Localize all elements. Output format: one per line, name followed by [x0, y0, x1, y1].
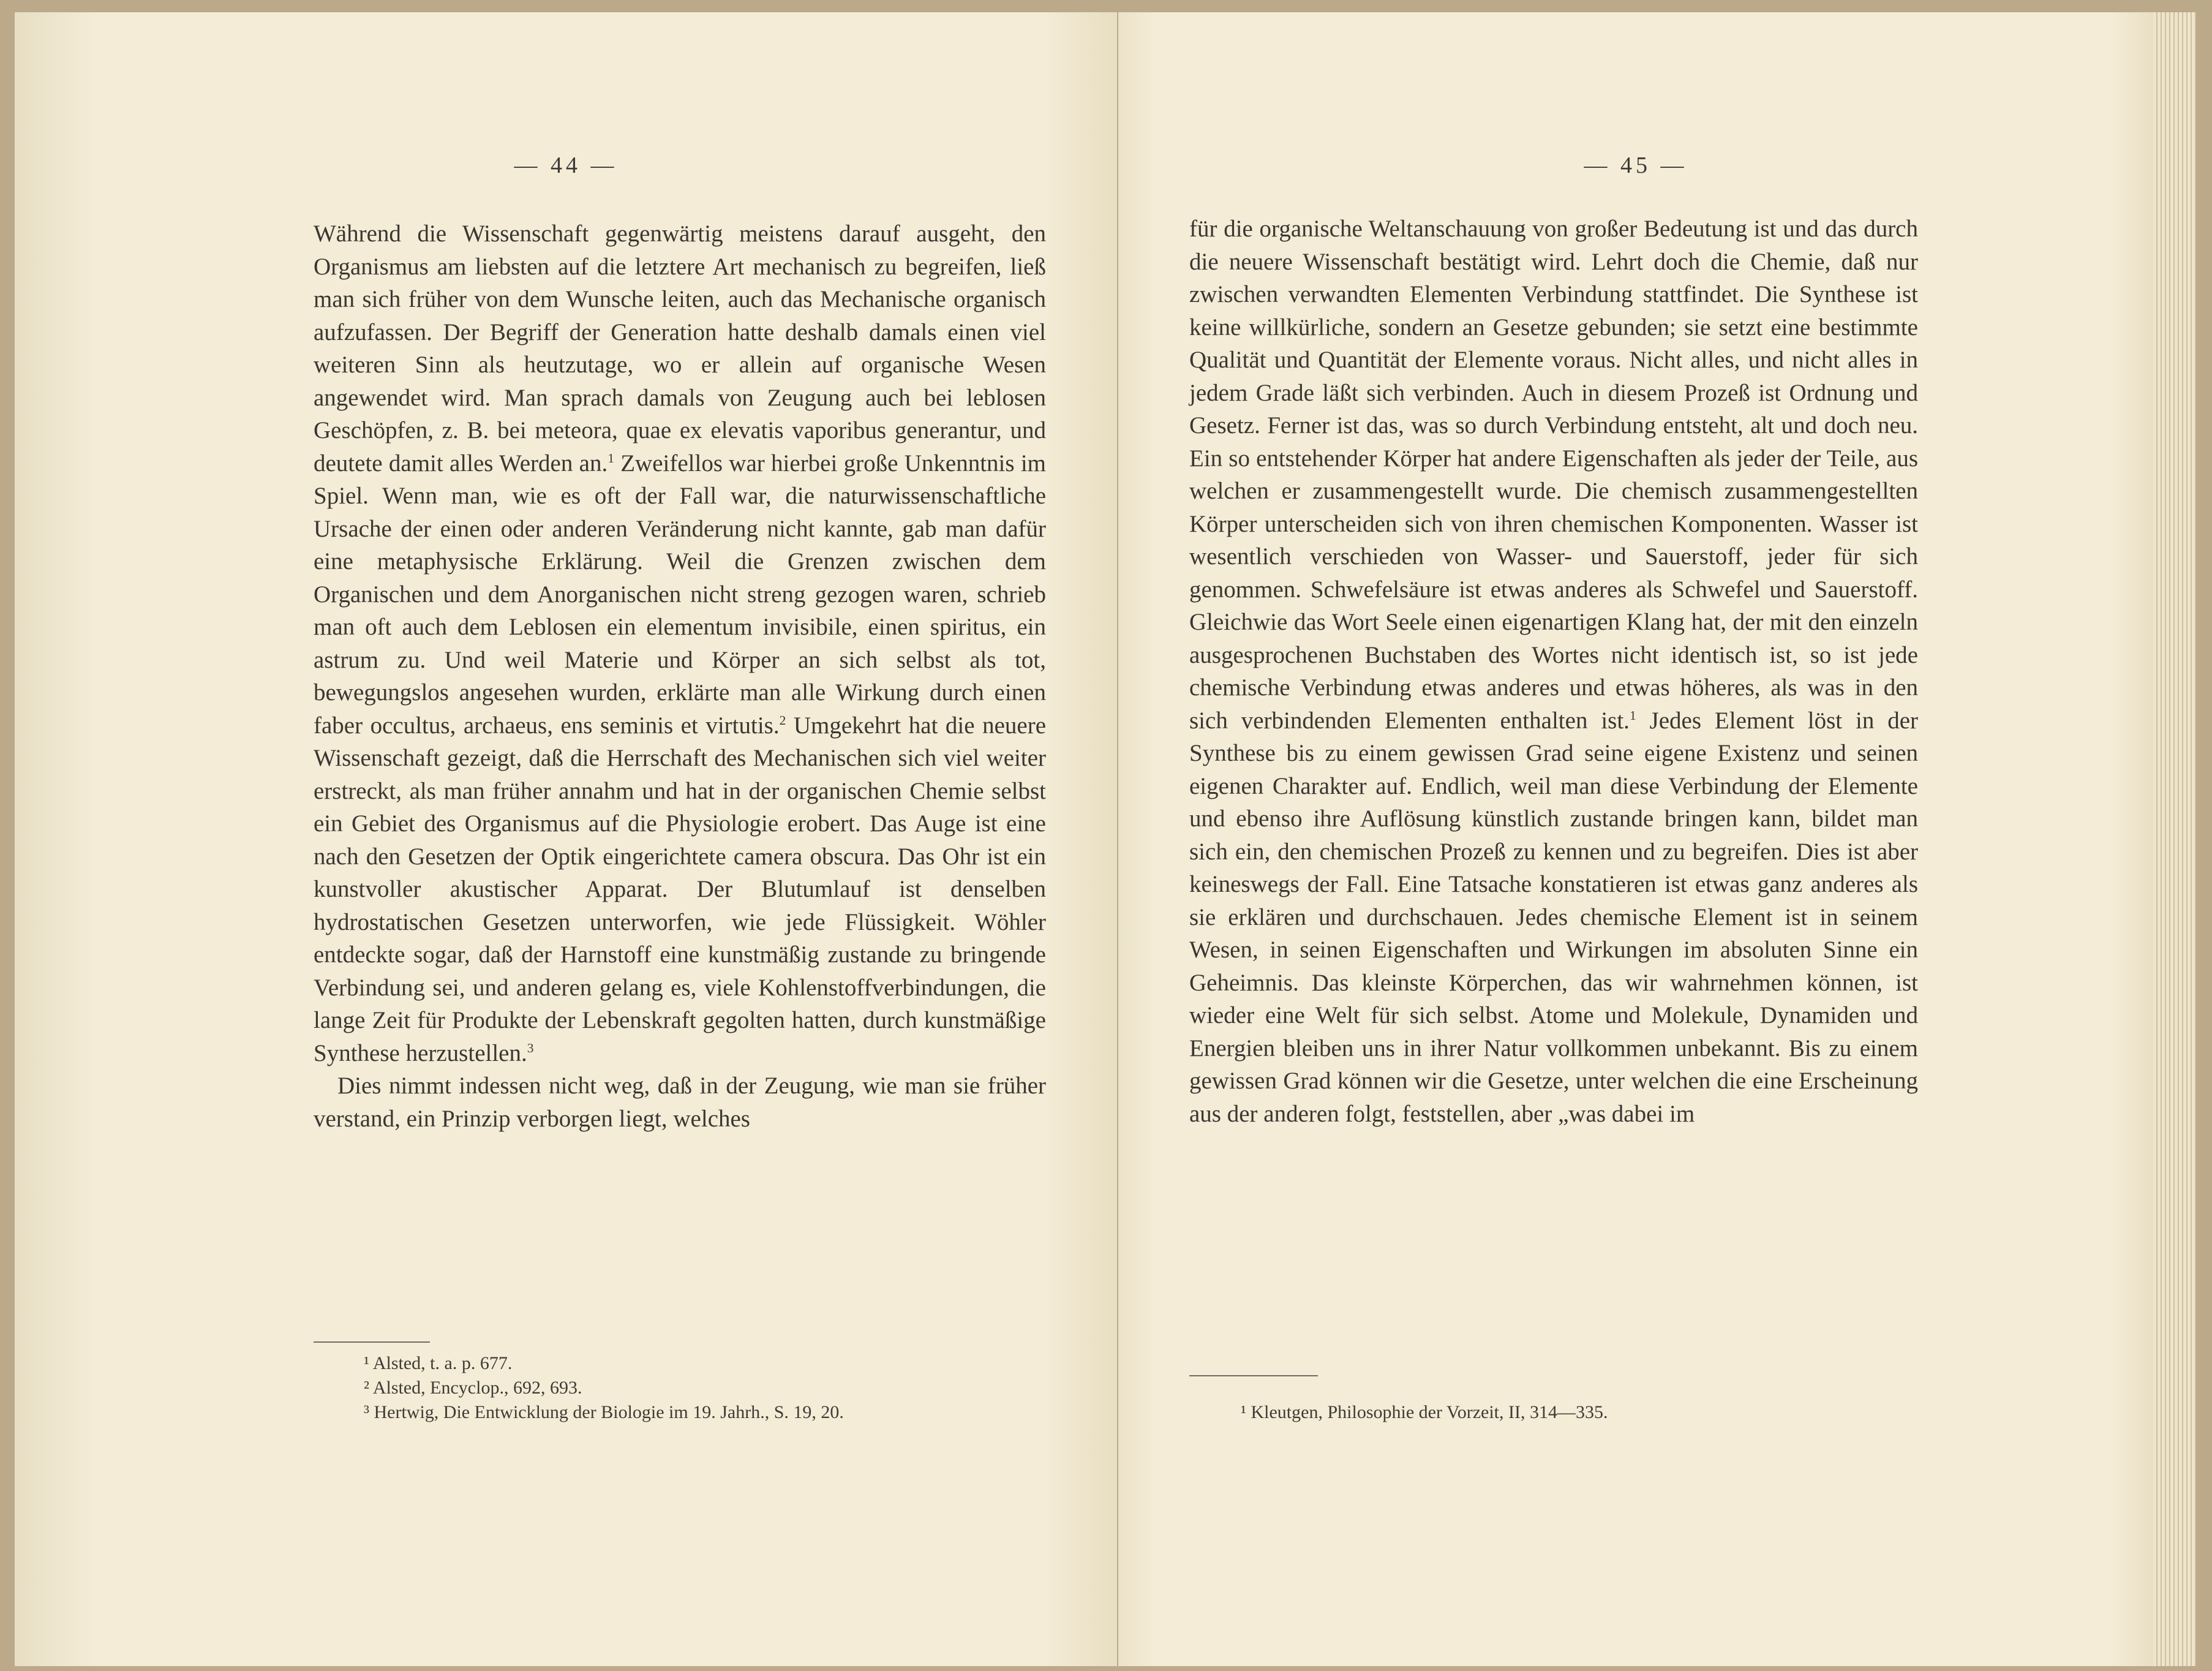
left-footnotes — [364, 1351, 844, 1425]
right-page-body-text: für die organische Weltanschauung von großer Bedeutung ist und das durch die neuere Wissenschaft bestätigt wird. Lehrt doch die Chemie, daß nur zwischen verwandten Elementen Verbindung stattfindet. Die Synthese ist keine willkürliche, sondern an Gesetze gebunden; sie setzt eine bestimmte Qualität und Quantität der Elemente voraus. Nicht alles, und nicht alles in jedem Grade läßt sich verbinden. Auch in diesem Prozeß ist Ordnung und Gesetz. Ferner ist das, was so durch Verbindung entsteht, alt und doch neu. Ein so entstehender Körper hat andere Eigenschaften als jeder der Teile, aus welchen er zusammengestellt wurde. Die chemisch zusammengestellten Körper unterscheiden sich von ihren chemischen Komponenten. Wasser ist wesentlich verschieden von Wasser- und Sauerstoff, jeder für sich genommen. Schwefelsäure ist etwas anderes als Schwefel und Sauerstoff. Gleichwie das Wort Seele einen eigenartigen Klang hat, der mit den einzeln ausgesprochenen Buchstaben des Wortes nicht identisch ist, so ist jede chemische Verbindung etwas anderes und etwas höheres, als was in den sich verbindenden Elementen enthalten ist.$^1$ Jedes Element löst in der Synthese bis zu einem gewissen Grad seine eigene Existenz und seinen eigenen Charakter auf. Endlich, weil man diese Verbindung der Elemente und ebenso ihre Auflösung künstlich zustande bringen kann, bildet man sich ein, den chemischen Prozeß zu kennen und zu begreifen. Dies ist aber keineswegs der Fall. Eine Tatsache konstatieren ist etwas ganz anderes als sie erklären und durchschauen. Jedes chemische Element ist in seinem Wesen, in seinen Eigenschaften und Wirkungen im absoluten Sinne ein Geheimnis. Das kleinste Körperchen, das wir wahrnehmen können, ist wieder eine Welt für sich selbst. Atome und Molekule, Dynamiden und Energien bleiben uns in ihrer Natur vollkommen unbekannt. Bis zu einem gewissen Grad können wir die Gesetze, unter welchen die eine Erscheinung aus der anderen folgt, feststellen, aber „was dabei im — [1189, 216, 1919, 1127]
right-page — [1118, 12, 2153, 1666]
right-footnote-rule — [1189, 1375, 1318, 1376]
footnote-right-1: ¹ Kleutgen, Philosophie der Vorzeit, II, 314—335. — [1241, 1402, 1608, 1422]
footnote-2: ² Alsted, Encyclop., 692, 693. — [364, 1378, 582, 1398]
right-page-number: — 45 — — [1584, 153, 1688, 178]
right-footnotes — [1241, 1400, 1608, 1425]
left-page-number: — 44 — — [514, 153, 618, 178]
right-page-stack-edge — [2153, 12, 2196, 1666]
footnote-3: ³ Hertwig, Die Entwicklung der Biologie im 19. Jahrh., S. 19, 20. — [364, 1402, 844, 1422]
left-page-body-text: Während die Wissenschaft gegenwärtig meistens darauf ausgeht, den Organismus am liebsten auf die letztere Art mechanisch zu begreifen, ließ man sich früher von dem Wunsche leiten, auch das Mechanische organisch aufzufassen. Der Begriff der Generation hatte deshalb damals einen viel weiteren Sinn als heutzutage, wo er allein auf organische Wesen angewendet wird. Man sprach damals von Zeugung auch bei leblosen Geschöpfen, z. B. bei meteora, quae ex elevatis vaporibus generantur, und deutete damit alles Werden an.$^1$ Zweifellos war hierbei große Unkenntnis im Spiel. Wenn man, wie es oft der Fall war, die naturwissenschaftliche Ursache der einen oder anderen Veränderung nicht kannte, gab man dafür eine metaphysische Erklärung. Weil die Grenzen zwischen dem Organischen und dem Anorganischen nicht streng gezogen waren, schrieb man oft auch dem Leblosen ein elementum invisibile, einen spiritus, ein astrum zu. Und weil Materie und Körper an sich selbst als tot, bewegungslos angesehen wurden, erklärte man alle Wirkung durch einen faber occultus, archaeus, ens seminis et virtutis.$^2$ Umgekehrt hat die neuere Wissenschaft gezeigt, daß die Herrschaft des Mechanischen sich viel weiter erstreckt, als man früher annahm und hat in der organischen Chemie selbst ein Gebiet des Organismus auf die Physiologie erobert. Das Auge ist eine nach den Gesetzen der Optik eingerichtete camera obscura. Das Ohr ist ein kunstvoller akustischer Apparat. Der Blutumlauf ist denselben hydrostatischen Gesetzen unterworfen, wie jede Flüssigkeit. Wöhler entdeckte sogar, daß der Harnstoff eine kunstmäßig zustande zu bringende Verbindung sei, und anderen gelang es, viele Kohlenstoffverbindungen, die lange Zeit für Produkte der Lebenskraft gegolten hatten, durch kunstmäßige Synthese herzustellen.$^3$ Dies nimmt indessen nicht weg, daß in der Zeugung, wie man sie früher verstand, ein Prinzip verborgen liegt, welches — [314, 221, 1047, 1132]
left-page — [15, 12, 1118, 1666]
left-footnote-rule — [314, 1341, 430, 1343]
footnote-1: ¹ Alsted, t. a. p. 677. — [364, 1353, 513, 1373]
